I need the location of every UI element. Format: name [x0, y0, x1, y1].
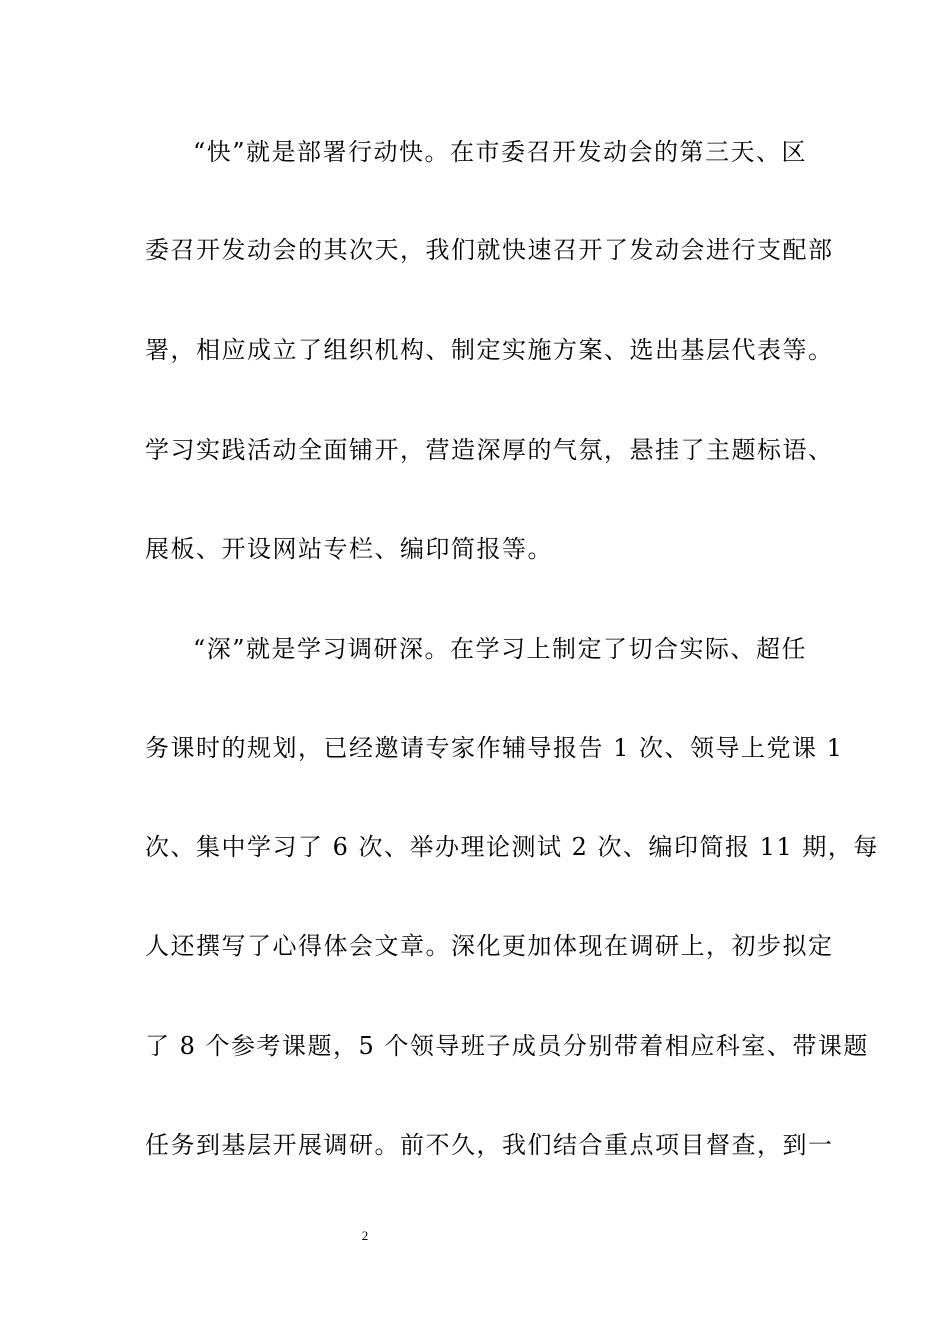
- paragraph-1-line-5: 展板、开设网站专栏、编印简报等。: [145, 535, 553, 563]
- paragraph-2-line-2: 务课时的规划，已经邀请专家作辅导报告 1 次、领导上党课 1: [145, 734, 844, 762]
- paragraph-2-line-6: 任务到基层开展调研。前不久，我们结合重点项目督查，到一: [145, 1131, 834, 1159]
- paragraph-2-line-3: 次、集中学习了 6 次、举办理论测试 2 次、编印简报 11 期，每: [145, 833, 879, 861]
- paragraph-1-line-4: 学习实践活动全面铺开，营造深厚的气氛，悬挂了主题标语、: [145, 436, 834, 464]
- paragraph-2-line-5: 了 8 个参考课题，5 个领导班子成员分别带着相应科室、带课题: [145, 1032, 869, 1060]
- paragraph-1-line-1: “快”就是部署行动快。在市委召开发动会的第三天、区: [193, 138, 808, 166]
- paragraph-1-line-3: 署，相应成立了组织机构、制定实施方案、选出基层代表等。: [145, 336, 834, 364]
- page-number: 2: [361, 1228, 369, 1243]
- paragraph-2-line-1: “深”就是学习调研深。在学习上制定了切合实际、超任: [193, 635, 808, 663]
- paragraph-1-line-2: 委召开发动会的其次天，我们就快速召开了发动会进行支配部: [145, 236, 834, 264]
- paragraph-2-line-4: 人还撰写了心得体会文章。深化更加体现在调研上，初步拟定: [145, 932, 834, 960]
